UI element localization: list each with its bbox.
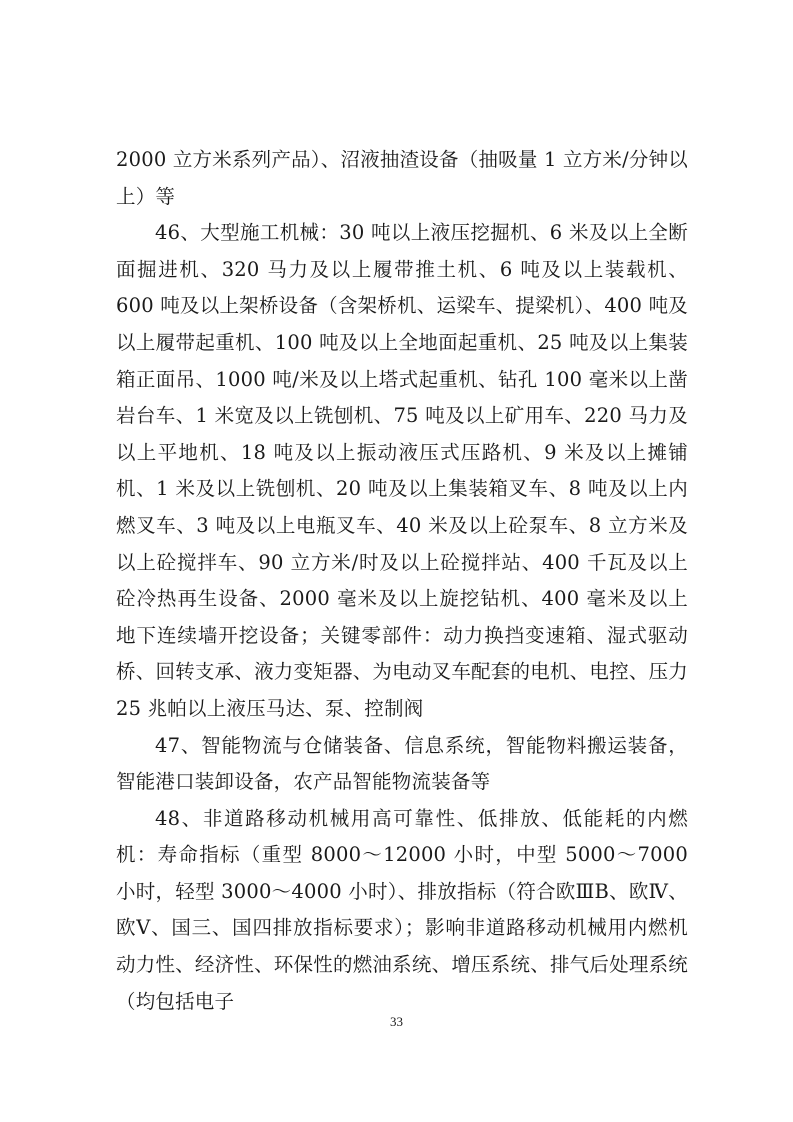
paragraph-continuation: 2000 立方米系列产品）、沼液抽渣设备（抽吸量 1 立方米/分钟以上）等 — [116, 148, 688, 208]
page-number: 33 — [390, 1014, 403, 1029]
paragraph-item-47: 47、智能物流与仓储装备、信息系统，智能物料搬运装备，智能港口装卸设备，农产品智能物流装备等 — [116, 733, 688, 794]
body-text — [116, 142, 688, 1020]
paragraph-item-48: 48、非道路移动机械用高可靠性、低排放、低能耗的内燃机：寿命指标（重型 8000～12000 小时，中型 5000～7000 小时，轻型 3000～4000 小时）、排放指标（符合欧ⅢB、欧Ⅳ、欧Ⅴ、国三、国四排放指标要求）；影响非道路移动机械用内燃机动力性、经济性、环保性的燃油系统、增压系统、排气后处理系统（均包括电子 — [116, 806, 688, 1013]
paragraph-item-46: 46、大型施工机械：30 吨以上液压挖掘机、6 米及以上全断面掘进机、320 马力及以上履带推土机、6 吨及以上装载机、600 吨及以上架桥设备（含架桥机、运梁车、提梁机）、400 吨及以上履带起重机、100 吨及以上全地面起重机、25 吨及以上集装箱正面吊、1000 吨/米及以上塔式起重机、钻孔 100 毫米以上凿岩台车、1 米宽及以上铣刨机、75 吨及以上矿用车、220 马力及以上平地机、18 吨及以上振动液压式压路机、9 米及以上摊铺机、1 米及以上铣刨机、20 吨及以上集装箱叉车、8 吨及以上内燃叉车、3 吨及以上电瓶叉车、40 米及以上砼泵车、8 立方米及以上砼搅拌车、90 立方米/时及以上砼搅拌站、400 千瓦及以上砼冷热再生设备、2000 毫米及以上旋挖钻机、400 毫米及以上地下连续墙开挖设备；关键零部件：动力换挡变速箱、湿式驱动桥、回转支承、液力变矩器、为电动叉车配套的电机、电控、压力 25 兆帕以上液压马达、泵、控制阀 — [116, 221, 688, 720]
